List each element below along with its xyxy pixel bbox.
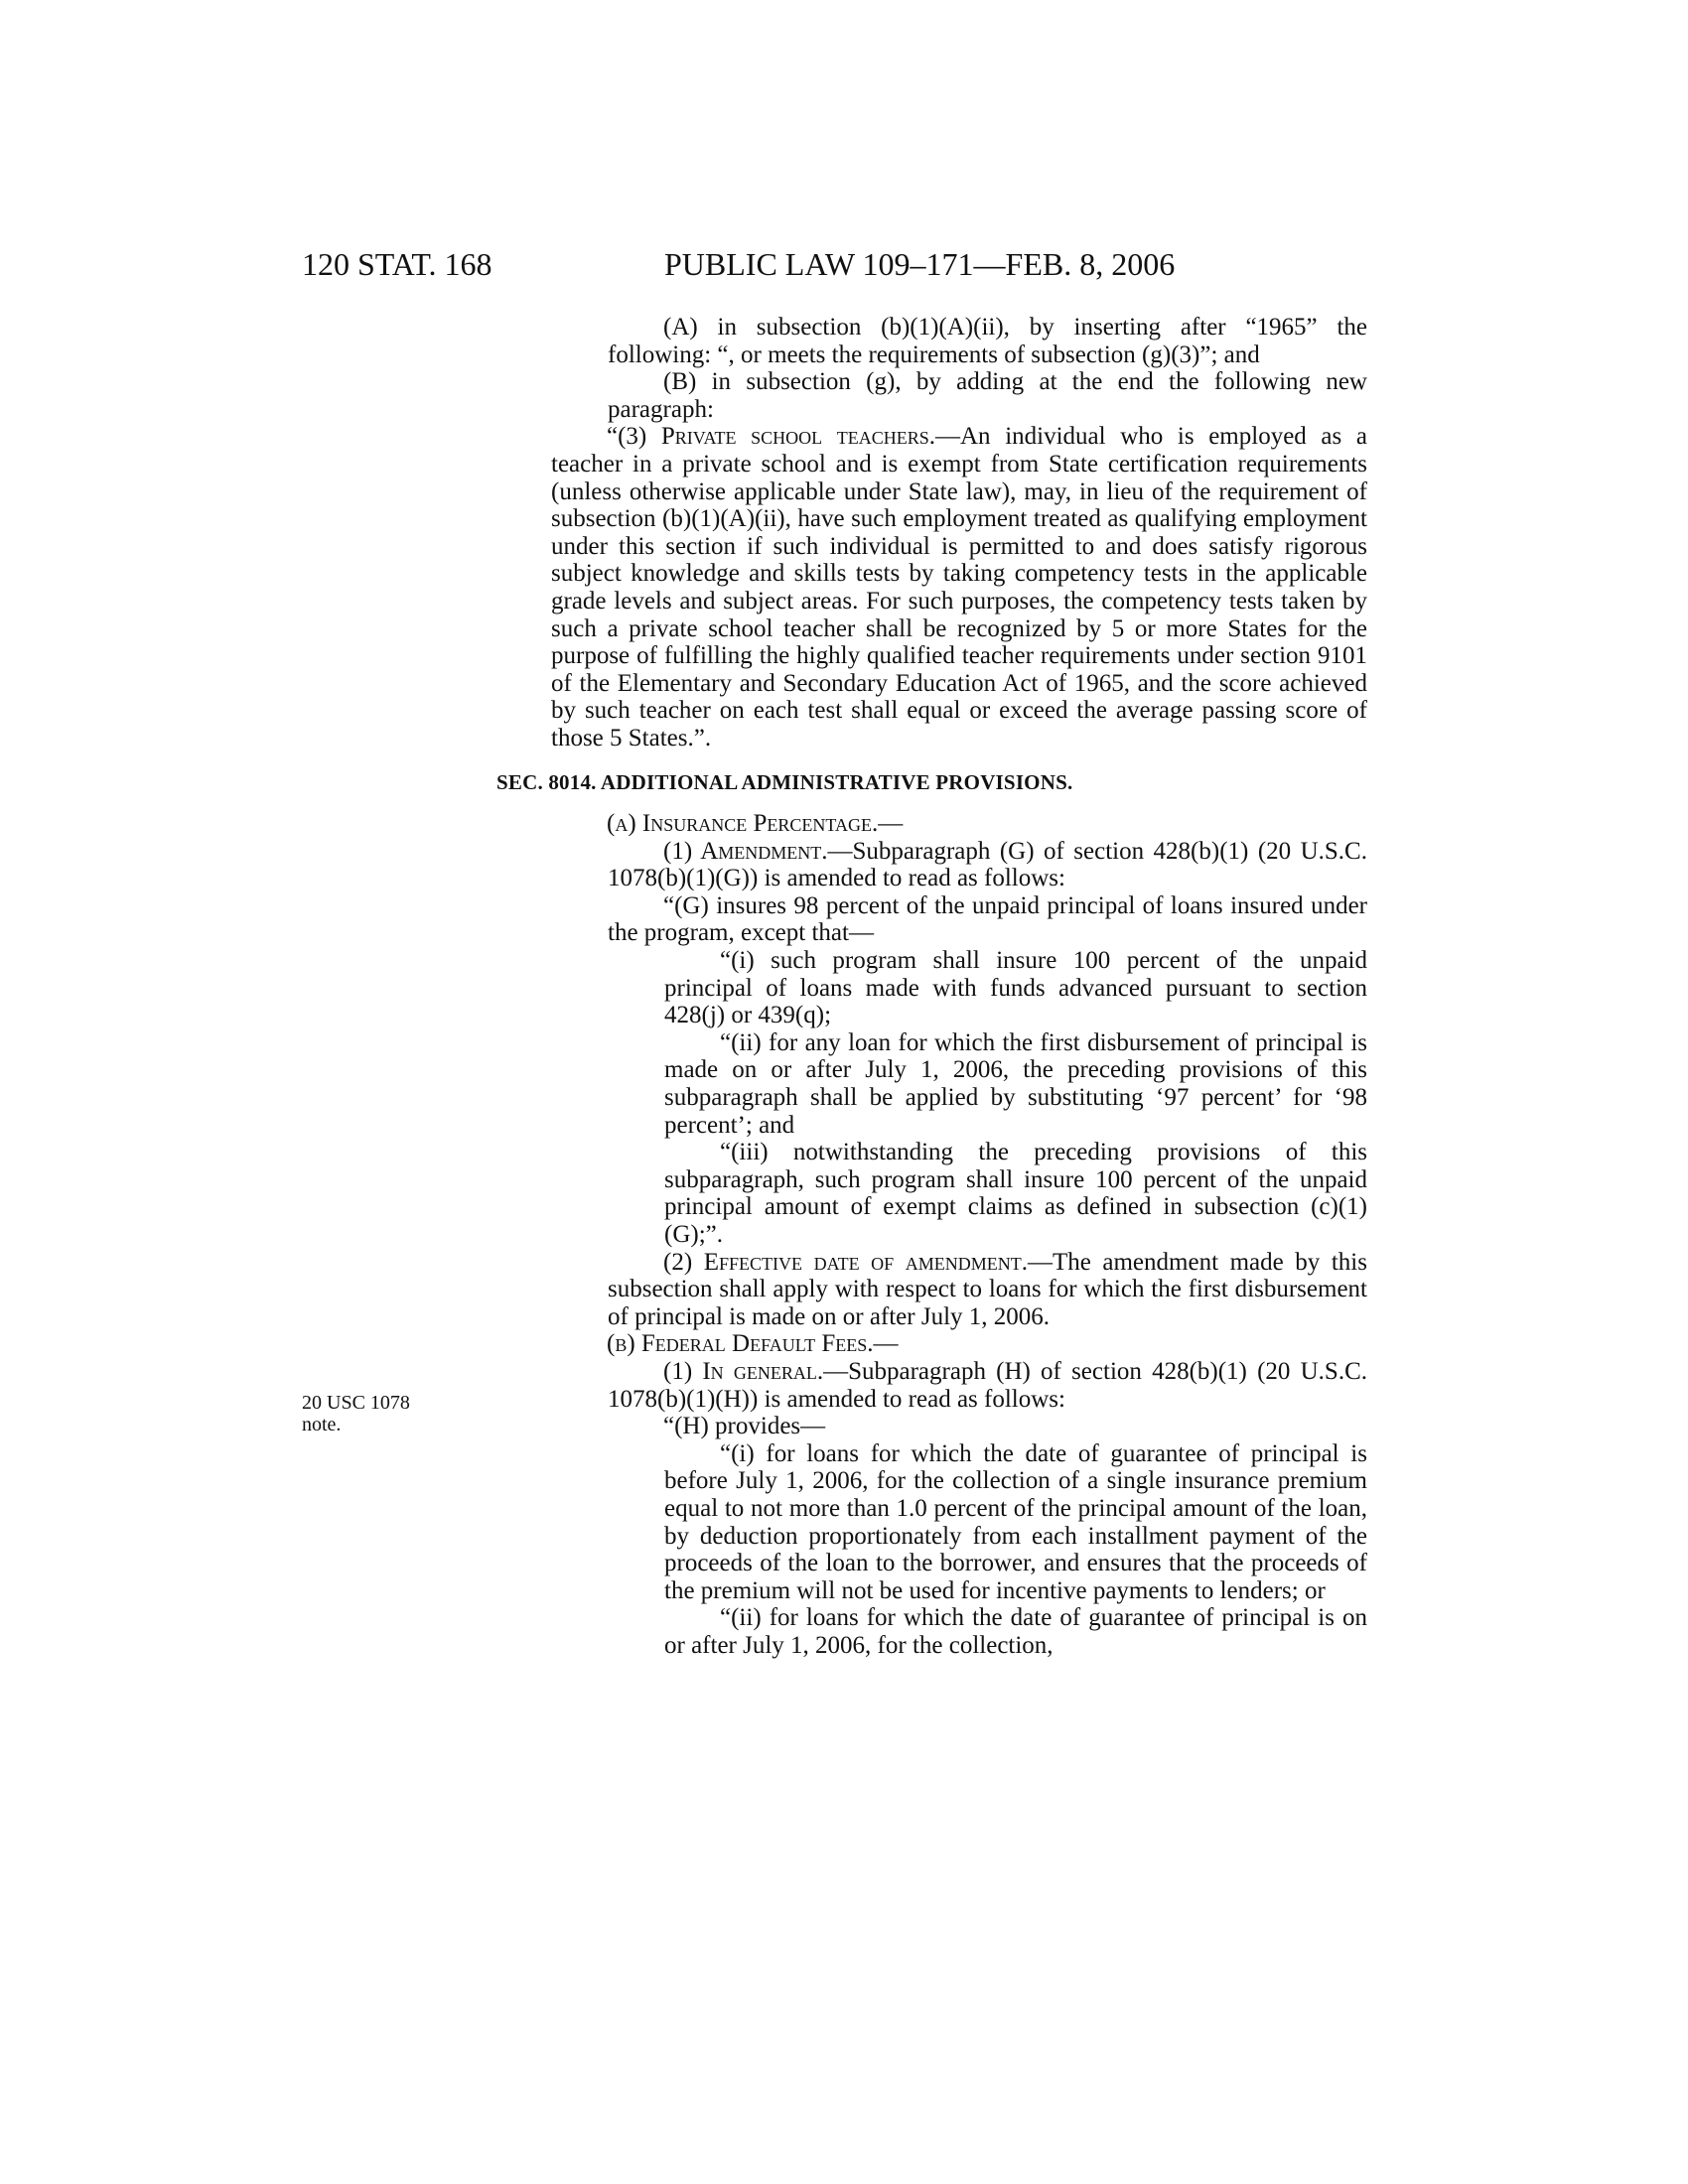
- section-heading: SEC. 8014. ADDITIONAL ADMINISTRATIVE PROVISIONS.: [496, 769, 1073, 794]
- paragraph-heading: (1) In general.: [663, 1357, 824, 1385]
- clause-h-i: “(i) for loans for which the date of guarantee of principal is before July 1, 2006, for the collection of a single insurance premium equal to not more than 1.0 percent of the principal amount of the loan, by deduction proportionately from each installment payment of the proceeds of the loan to the borrower, and ensures that the proceeds of the premium will not be used for incentive payments to lenders; or: [664, 1439, 1367, 1604]
- margin-note-citation: 20 USC 1078: [302, 1392, 410, 1414]
- paragraph-private-school-teachers: [551, 423, 1367, 751]
- clause-h-ii: “(ii) for loans for which the date of guarantee of principal is on or after July 1, 2006, for the collection,: [664, 1604, 1367, 1659]
- paragraph-b-amendment: (B) in subsection (g), by adding at the end the following new paragraph:: [608, 368, 1367, 423]
- running-title: PUBLIC LAW 109–171—FEB. 8, 2006: [664, 246, 1176, 282]
- subparagraph-g: “(G) insures 98 percent of the unpaid principal of loans insured under the program, except that—: [608, 891, 1367, 947]
- subparagraph-h: “(H) provides—: [663, 1413, 826, 1440]
- stat-page-number: 120 STAT. 168: [302, 246, 492, 282]
- paragraph-text: —Subparagraph (H) of section 428(b)(1) (20 U.S.C. 1078(b)(1)(H)) is amended to read as follows:: [608, 1357, 1367, 1413]
- paragraph-a1: [551, 838, 1367, 892]
- margin-note: [302, 1392, 410, 1435]
- subsection-a-heading: [551, 810, 1367, 838]
- page-header: [0, 246, 1688, 286]
- subsection-b-title: (b) Federal Default Fees.—: [607, 1330, 899, 1358]
- paragraph-a-amendment: (A) in subsection (b)(1)(A)(ii), by inserting after “1965” the following: “, or meets the requirements of subsection (g)(3)”; and: [608, 314, 1367, 368]
- subsection-a-title: (a) Insurance Percentage.—: [607, 810, 904, 838]
- clause-g-i: “(i) such program shall insure 100 percent of the unpaid principal of loans made with funds advanced pursuant to section 428(j) or 439(q);: [664, 947, 1367, 1029]
- paragraph-a2: [551, 1249, 1367, 1331]
- paragraph-text: —The amendment made by this subsection shall apply with respect to loans for which the first disbursement of principal is made on or after July 1, 2006.: [608, 1248, 1367, 1330]
- paragraph-heading: (2) Effective date of amendment.: [663, 1248, 1028, 1276]
- margin-note-suffix: note.: [302, 1414, 342, 1435]
- paragraph-b1: [551, 1358, 1367, 1413]
- paragraph-text: —An individual who is employed as a teacher in a private school and is exempt from State certification requirements (unless otherwise applicable under State law), may, in lieu of the requirement of subsection (b)(1)(A)(ii), have such employment treated as qualifying employment under this section if such individual is permitted to and does satisfy rigorous subject knowledge and skills tests by taking competency tests in the applicable grade levels and subject areas. For such purposes, the competency tests taken by such a private school teacher shall be recognized by 5 or more States for the purpose of fulfilling the highly qualified teacher requirements under section 9101 of the Elementary and Secondary Education Act of 1965, and the score achieved by such teacher on each test shall equal or exceed the average passing score of those 5 States.”.: [551, 423, 1367, 751]
- paragraph-heading: “(3) Private school teachers.: [607, 423, 935, 451]
- paragraph-text: —Subparagraph (G) of section 428(b)(1) (20 U.S.C. 1078(b)(1)(G)) is amended to read as follows:: [608, 837, 1367, 892]
- paragraph-heading: (1) Amendment.: [663, 837, 828, 865]
- clause-g-ii: “(ii) for any loan for which the first disbursement of principal is made on or after July 1, 2006, the preceding provisions of this subparagraph shall be applied by substituting ‘97 percent’ for ‘98 percent’; and: [664, 1028, 1367, 1139]
- statute-text: [496, 314, 1367, 1660]
- subsection-b-heading: [551, 1330, 1367, 1358]
- clause-g-iii: “(iii) notwithstanding the preceding provisions of this subparagraph, such program shall insure 100 percent of the unpaid principal amount of exempt claims as defined in subsection (c)(1)(G);”.: [664, 1139, 1367, 1248]
